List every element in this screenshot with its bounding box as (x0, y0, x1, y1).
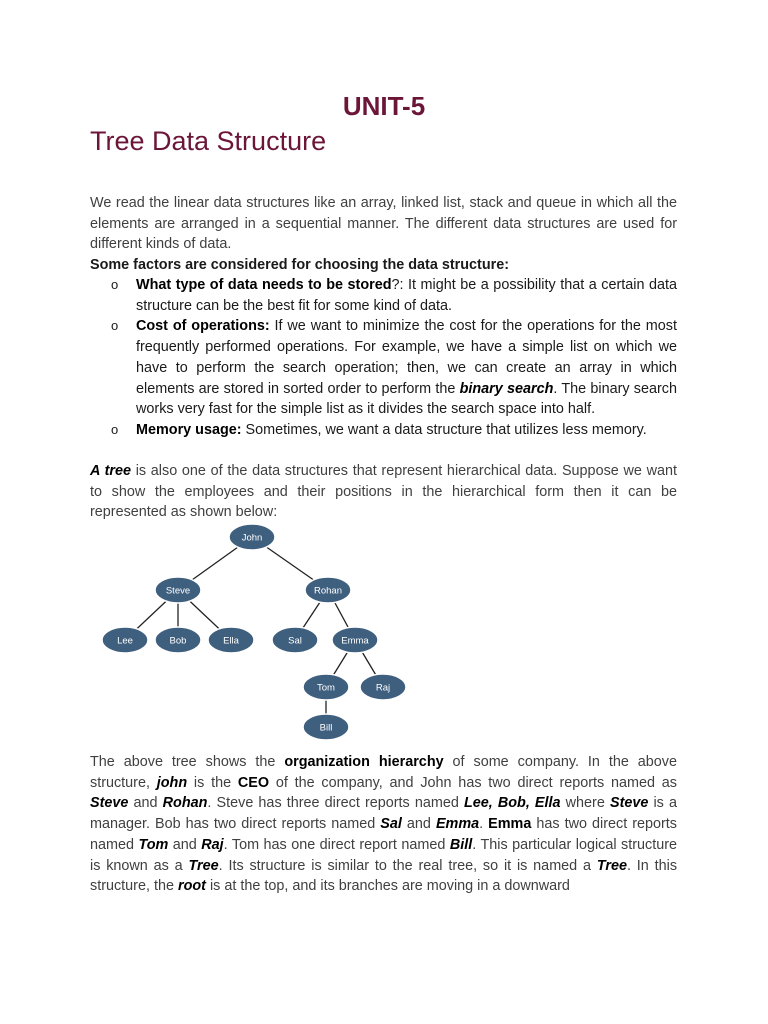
text-run: of the company, and John has two direct reports named as (269, 774, 677, 791)
node-label-rohan: Rohan (314, 585, 342, 597)
emphasis: Sal (380, 816, 402, 833)
node-label-bob: Bob (169, 635, 187, 647)
text-run: has two direct reports named (90, 816, 677, 853)
unit-title: UNIT-5 (342, 91, 426, 121)
emphasis: root (177, 878, 206, 895)
factor-title: Memory usage: (136, 421, 242, 438)
node-label-steve: Steve (165, 585, 191, 597)
emphasis: Tree (188, 857, 219, 874)
text-run: The above tree shows the (90, 754, 285, 770)
node-label-tom: Tom (317, 682, 335, 694)
text-run: is a manager. Bob has two direct reports named (90, 795, 677, 833)
text-run: and (168, 836, 202, 853)
factor-emphasis: binary search (459, 380, 554, 397)
factors-heading: Some factors are considered for choosing the data structure: (90, 257, 510, 273)
node-label-bill: Bill (319, 722, 333, 734)
tree-diagram (96, 521, 416, 743)
text-run: is the (187, 774, 238, 791)
factor-text: If we want to minimize the cost for the operations for the most frequently performed operations. For example, we have a simple list on which we have to perform the search operation; then, we can create an array in which elements are stored in sorted order to perform the (136, 318, 677, 397)
tree-paragraph (90, 461, 677, 523)
node-label-raj: Raj (375, 682, 391, 694)
factors-list (90, 275, 677, 441)
list-item (90, 316, 677, 420)
page-title: Tree Data Structure (90, 126, 327, 156)
emphasis: Bill (449, 836, 473, 853)
text-run: . (479, 816, 489, 833)
list-item (90, 275, 677, 316)
text-run: and (128, 795, 163, 812)
bullet-icon: o (111, 318, 119, 334)
factor-title: Cost of operations: (136, 318, 270, 335)
tree-paragraph-text: is also one of the data structures that represent hierarchical data. Suppose we want to show the employees and their positions in the hierarchical form then it can be represented as shown below: (90, 463, 677, 521)
text-run: . Steve has three direct reports named (207, 795, 464, 812)
node-label-john: John (241, 532, 263, 544)
node-label-ella: Ella (223, 635, 239, 647)
emphasis: Raj (201, 836, 224, 853)
node-label-emma: Emma (341, 635, 369, 647)
factor-text: . The binary search works very fast for the simple list as it divides the search space into half. (136, 380, 677, 418)
text-run: where (560, 795, 610, 812)
emphasis: Emma (435, 816, 480, 833)
bullet-icon: o (111, 277, 119, 292)
emphasis: Tree (596, 857, 627, 874)
factor-text: Sometimes, we want a data structure that utilizes less memory. (241, 421, 647, 438)
text-run: . This particular logical structure is known as a (90, 836, 678, 874)
factor-title: What type of data needs to be stored (136, 277, 392, 293)
emphasis: Rohan (162, 795, 208, 812)
emphasis: CEO (237, 774, 270, 791)
emphasis: Tom (138, 836, 169, 853)
text-run: and (401, 816, 436, 833)
emphasis: john (156, 774, 188, 791)
emphasis: Steve (609, 795, 649, 812)
intro-paragraph: We read the linear data structures like an array, linked list, stack and queue in which all the elements are arranged in a sequential manner. The different data structures are used for different kinds of data. (90, 195, 677, 253)
text-run: . Tom has one direct report named (223, 836, 450, 853)
bullet-icon: o (111, 421, 119, 437)
tree-lead: A tree (90, 463, 131, 479)
node-label-lee: Lee (117, 635, 133, 647)
factor-text: ?: It might be a possibility that a certain data structure can be the best fit for some kind of data. (136, 277, 677, 314)
text-run: . Its structure is similar to the real tree, so it is named a (218, 857, 597, 874)
emphasis: Steve (90, 795, 129, 812)
emphasis: Lee, Bob, Ella (463, 795, 561, 812)
emphasis: organization hierarchy (284, 754, 444, 770)
list-item (90, 420, 677, 441)
text-run: . In this structure, the (90, 857, 678, 895)
text-run: is at the top, and its branches are moving in a downward (205, 878, 570, 895)
node-label-sal: Sal (288, 635, 302, 647)
explanation-paragraph (90, 752, 677, 897)
emphasis: Emma (488, 816, 532, 833)
text-run: of some company. In the above structure, (90, 754, 677, 791)
